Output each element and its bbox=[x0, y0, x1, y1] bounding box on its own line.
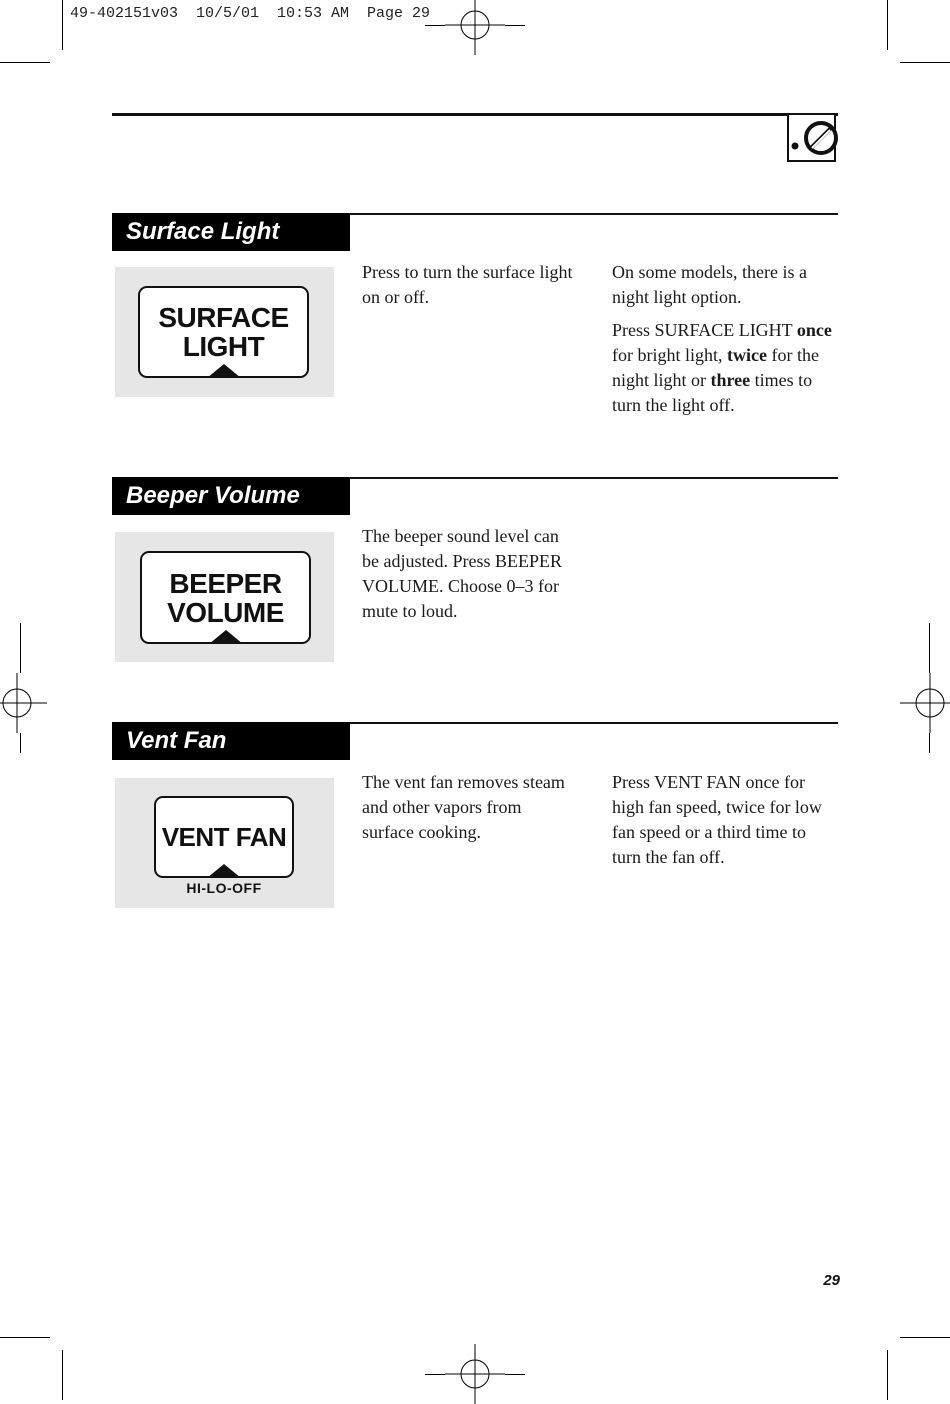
registration-mark-icon bbox=[0, 673, 47, 733]
registration-mark-icon bbox=[445, 1344, 505, 1404]
text-run: for the night light or bbox=[612, 345, 819, 390]
triangle-indicator-icon bbox=[207, 864, 241, 878]
key-label-line: BEEPER bbox=[169, 567, 282, 599]
key-label-line: LIGHT bbox=[182, 331, 265, 362]
key-label-line: SURFACE bbox=[158, 302, 289, 333]
registration-tick bbox=[505, 1374, 525, 1375]
registration-tick bbox=[505, 25, 525, 26]
paragraph: The beeper sound level can be adjusted. Press BEEPER VOLUME. Choose 0–3 for mute to loud. bbox=[362, 526, 562, 621]
control-panel-illustration bbox=[115, 267, 334, 397]
registration-tick bbox=[929, 733, 930, 753]
crop-mark bbox=[900, 1337, 950, 1338]
paragraph bbox=[612, 318, 838, 418]
surface-light-details bbox=[612, 260, 838, 426]
registration-tick bbox=[425, 25, 445, 26]
text-run: times to turn the light off. bbox=[612, 370, 813, 415]
crop-mark bbox=[0, 62, 50, 63]
registration-tick bbox=[425, 1374, 445, 1375]
surface-light-description bbox=[362, 260, 577, 318]
crop-mark bbox=[62, 0, 63, 50]
section-heading-surface-light: Surface Light bbox=[112, 213, 350, 251]
crop-mark bbox=[62, 1350, 63, 1400]
beeper-volume-description bbox=[362, 524, 562, 632]
vent-fan-description bbox=[362, 770, 577, 853]
beeper-volume-key bbox=[140, 551, 311, 644]
section-heading-beeper-volume: Beeper Volume bbox=[112, 477, 350, 515]
control-panel-illustration bbox=[115, 778, 334, 908]
text-run: Press SURFACE LIGHT bbox=[612, 320, 797, 340]
registration-mark-icon bbox=[445, 0, 505, 55]
vent-fan-key bbox=[154, 796, 294, 878]
text-run: for bright light, bbox=[612, 345, 727, 365]
crop-mark bbox=[0, 1337, 50, 1338]
paragraph: Press to turn the surface light on or off. bbox=[362, 262, 573, 307]
triangle-indicator-icon bbox=[209, 630, 243, 644]
page-number: 29 bbox=[823, 1272, 840, 1289]
vent-fan-speed-label: HI-LO-OFF bbox=[186, 880, 262, 896]
printer-slug: 49-402151v03 10/5/01 10:53 AM Page 29 bbox=[70, 5, 431, 22]
paragraph: On some models, there is a night light option. bbox=[612, 262, 807, 307]
key-label-line: VENT FAN bbox=[161, 821, 287, 852]
crop-mark bbox=[900, 62, 950, 63]
emphasis-once: once bbox=[796, 320, 832, 340]
key-label-line: VOLUME bbox=[167, 596, 284, 628]
surface-light-key bbox=[138, 286, 309, 378]
crop-mark bbox=[887, 0, 888, 50]
section-heading-vent-fan: Vent Fan bbox=[112, 722, 350, 760]
registration-tick bbox=[20, 623, 21, 673]
header-rule bbox=[112, 113, 838, 116]
cooktop-knob-icon bbox=[787, 115, 836, 162]
registration-tick bbox=[929, 623, 930, 673]
crop-mark bbox=[887, 1350, 888, 1400]
paragraph: Press VENT FAN once for high fan speed, twice for low fan speed or a third time to turn the fan off. bbox=[612, 772, 822, 867]
emphasis-twice: twice bbox=[727, 345, 767, 365]
emphasis-three: three bbox=[710, 370, 751, 390]
vent-fan-details bbox=[612, 770, 838, 878]
registration-tick bbox=[20, 733, 21, 753]
registration-mark-icon bbox=[900, 673, 950, 733]
control-panel-illustration bbox=[115, 532, 334, 662]
paragraph: The vent fan removes steam and other vapors from surface cooking. bbox=[362, 772, 565, 842]
triangle-indicator-icon bbox=[207, 364, 241, 378]
